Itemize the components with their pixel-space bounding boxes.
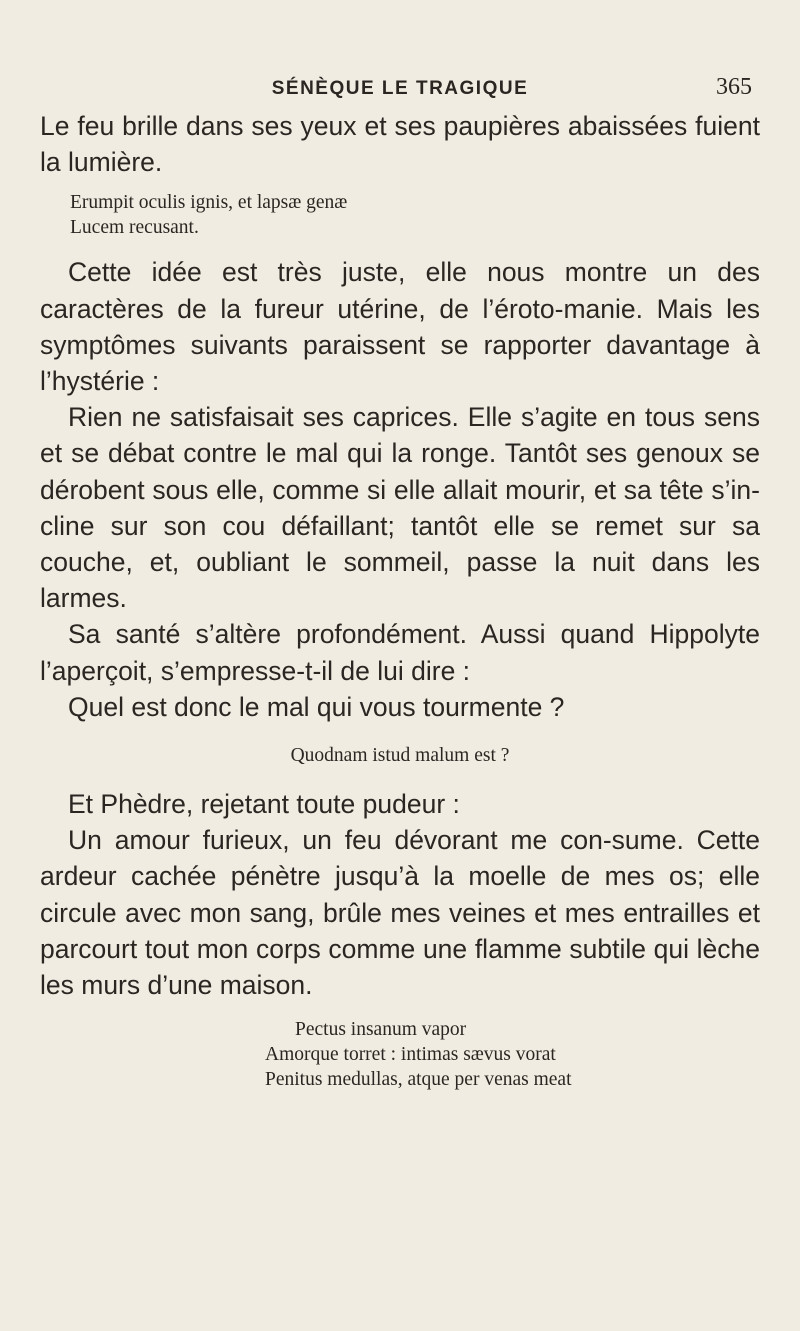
paragraph: Le feu brille dans ses yeux et ses paupières abaissées fuient la lumière. — [40, 111, 760, 178]
paragraph: Rien ne satisfaisait ses caprices. Elle s’agite en tous sens et se débat contre le mal qui la ronge. Tantôt ses genoux se dérobent sous elle, comme si elle allait mourir, et sa tête s’in-cline sur son cou défaillant; tantôt elle se remet sur sa couche, et, oubliant le sommeil, passe la nuit dans les larmes. — [40, 402, 760, 614]
paragraph: Et Phèdre, rejetant toute pudeur : — [68, 789, 460, 820]
latin-line: Penitus medullas, atque per venas meat — [265, 1069, 572, 1091]
page-body — [40, 108, 760, 1092]
paragraph: Cette idée est très juste, elle nous montre un des caractères de la fureur utérine, de l’éroto-manie. Mais les symptômes suivants paraissent se rapporter davantage à l’hystérie : — [40, 257, 760, 397]
latin-quote — [40, 1017, 760, 1092]
running-head: SÉNÈQUE LE TRAGIQUE — [271, 78, 529, 99]
paragraph: Sa santé s’altère profondément. Aussi quand Hippolyte l’aperçoit, s’empresse-t-il de lui dire : — [40, 619, 760, 686]
latin-quote — [40, 743, 760, 768]
paragraph: Un amour furieux, un feu dévorant me con-sume. Cette ardeur cachée pénètre jusqu’à la moelle de mes os; elle circule avec mon sang, brûle mes veines et mes entrailles et parcourt tout mon corps comme une flamme subtile qui lèche les murs d’une maison. — [40, 825, 760, 1001]
latin-line: Quodnam istud malum est ? — [290, 745, 510, 767]
latin-line: Pectus insanum vapor — [295, 1019, 467, 1041]
latin-line: Lucem recusant. — [70, 217, 199, 239]
paragraph: Quel est donc le mal qui vous tourmente ? — [68, 691, 565, 722]
page-header — [40, 72, 760, 108]
page-number: 365 — [716, 74, 752, 100]
latin-line: Erumpit oculis ignis, et lapsæ genæ — [70, 192, 348, 214]
latin-line: Amorque torret : intimas sævus vorat — [265, 1044, 556, 1066]
latin-quote — [40, 190, 760, 240]
